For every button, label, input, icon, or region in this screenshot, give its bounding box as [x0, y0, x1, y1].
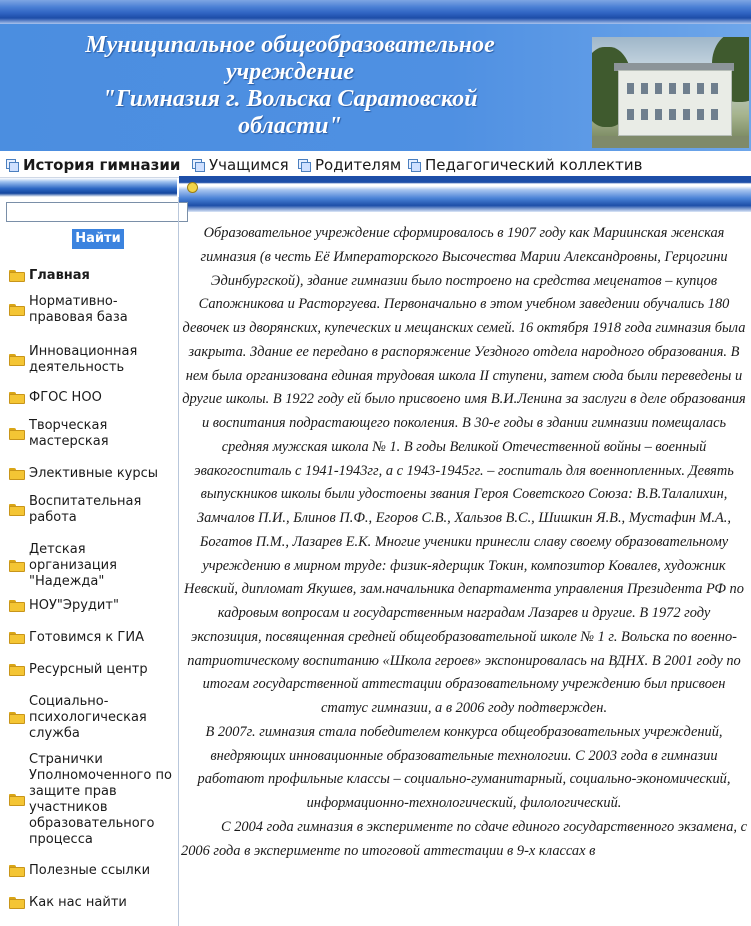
sidebar-item-fgos-noo[interactable] [9, 390, 102, 406]
sidebar-item-upbringing[interactable] [9, 494, 141, 526]
sidebar-item-useful-links[interactable] [9, 863, 150, 879]
folder-icon [9, 354, 25, 366]
folder-icon [9, 600, 25, 612]
nav-item-label: Родителям [315, 156, 402, 174]
sidebar-item-psych-service[interactable] [9, 694, 147, 742]
folder-icon [9, 664, 25, 676]
top-stripe [0, 0, 751, 24]
folder-open-icon [9, 270, 25, 282]
sidebar-item-label: Ресурсный центр [29, 662, 148, 677]
folder-icon [9, 468, 25, 480]
sidebar-header-bar [0, 178, 177, 197]
sidebar-item-main[interactable] [9, 268, 90, 284]
nav-item-label: История гимназии [23, 156, 181, 174]
school-building-photo [592, 37, 749, 148]
sidebar-item-children-org[interactable] [9, 542, 117, 590]
sidebar-item-label: Социально- психологическая служба [29, 694, 147, 741]
sidebar-item-label: ФГОС НОО [29, 390, 102, 405]
sidebar-item-label: НОУ"Эрудит" [29, 598, 119, 613]
content-header-bar [179, 176, 751, 212]
folder-icon [9, 865, 25, 877]
main-content [181, 222, 747, 863]
sidebar-item-label: Элективные курсы [29, 466, 159, 481]
sidebar-item-creative-workshop[interactable] [9, 418, 109, 450]
sidebar-item-label: Детская организация "Надежда" [29, 542, 117, 589]
sidebar-item-label: Воспитательная работа [29, 494, 142, 525]
header-banner [0, 24, 751, 151]
sidebar-item-label: Инновационная деятельность [29, 344, 138, 375]
site-title: Муниципальное общеобразовательное учреждение "Гимназия г. Вольска Саратовской области" [85, 32, 495, 139]
sidebar-item-innovation[interactable] [9, 344, 137, 376]
nav-item-history[interactable] [6, 157, 180, 173]
folder-icon [9, 794, 25, 806]
folder-icon [9, 392, 25, 404]
sidebar-item-label: Творческая мастерская [29, 418, 109, 449]
sidebar-item-label: Готовимся к ГИА [29, 630, 144, 645]
nav-item-parents[interactable] [298, 157, 401, 173]
sidebar-item-label: Полезные ссылки [29, 863, 151, 878]
page-icon [6, 159, 18, 171]
page-icon [192, 159, 204, 171]
sidebar-item-how-to-find-us[interactable] [9, 895, 127, 911]
folder-icon [9, 897, 25, 909]
page-icon [298, 159, 310, 171]
sidebar-item-label: Главная [29, 268, 90, 283]
sidebar-item-label: Странички Уполномоченного по защите прав участников образовательного процесса [29, 752, 172, 847]
nav-item-label: Учащимся [209, 156, 289, 174]
folder-icon [9, 304, 25, 316]
column-divider [178, 197, 179, 926]
sidebar-item-gia-prep[interactable] [9, 630, 144, 646]
content-paragraph: В 2007г. гимназия стала победителем конкурса общеобразовательных учреждений, внедряющих инновационные образовательные технологии. С 2003 года в гимназии работают профильные классы – социально-гуманитарный, социально-экономический, информационно-технологический, филологический. [197, 723, 731, 811]
sidebar-item-elective-courses[interactable] [9, 466, 158, 482]
page-icon [408, 159, 420, 171]
sidebar-item-ombudsman-pages[interactable] [9, 752, 172, 848]
content-paragraph: Образовательное учреждение сформировалось в 1907 году как Мариинская женская гимназия (в честь Её Императорского Высочества Марии Александровны, Герцогини Эдинбургской), здание гимназии было построено на средства меценатов – купцов Сапожникова и Расторгуева. Первоначально в этом учебном заведении обучались 180 девочек из дворянских, купеческих и мещанских семей. 16 октября 1918 года гимназия была закрыта. Здание ее передано в распоряжение Уездного отдела народного образования. В нем была организована единая трудовая школа II ступени, затем сюда были переведены и другие школы. В 1922 году ей было присвоено имя В.И.Ленина за заслуги в деле образования и воспитания подрастающего поколения. В 30-е годы в здании гимназии помещалась средняя мужская школа № 1. В годы Великой Отечественной войны – военный эвакогоспиталь с 1941-1943гг, а с 1943-1945гг. – госпиталь для военнопленных. Девять выпускников школы были удостоены звания Героя Советского Союза: В.В.Талалихин, Замчалов П.И., Блинов П.Ф., Егоров С.В., Хальзов В.С., Шишкин Я.В., Мустафин М.А., Богатов П.М., Лазарев Е.К. Многие ученики принесли славу своему образовательному учреждению в мирном труде: физик-ядерщик Токин, композитор Ковалев, художник Невский, дипломат Якушев, зам.начальника департамента управления Президента РФ по кадровым вопросам и государственным наградам Лазарев и другие. В 1972 году экспозиция, посвященная средней общеобразовательной школе № 1 г. Вольска по военно-патриотическому воспитанию «Школа героев» экспонировалась на ВДНХ. В 2001 году по итогам государственной аттестации образовательному учреждению был присвоен статус гимназии, а в 2006 году подтвержден. [182, 225, 746, 716]
nav-item-label: Педагогический коллектив [425, 156, 643, 174]
sidebar [0, 197, 177, 926]
folder-icon [9, 504, 25, 516]
sidebar-item-label: Нормативно- правовая база [29, 294, 128, 325]
search-input[interactable] [6, 202, 188, 222]
nav-item-students[interactable] [192, 157, 289, 173]
top-nav [0, 151, 751, 178]
bullet-icon [187, 182, 198, 193]
sidebar-item-label: Как нас найти [29, 895, 127, 910]
sidebar-item-nou-erudit[interactable] [9, 598, 119, 614]
nav-item-teachers[interactable] [408, 157, 642, 173]
folder-icon [9, 560, 25, 572]
search-button[interactable]: Найти [72, 229, 124, 249]
sidebar-item-normative-base[interactable] [9, 294, 128, 326]
content-paragraph: С 2004 года гимназия в эксперименте по сдаче единого государственного экзамена, с 2006 года в эксперименте по итоговой аттестации в 9-х классах в [181, 818, 747, 859]
folder-icon [9, 428, 25, 440]
folder-icon [9, 712, 25, 724]
folder-icon [9, 632, 25, 644]
sidebar-item-resource-center[interactable] [9, 662, 148, 678]
